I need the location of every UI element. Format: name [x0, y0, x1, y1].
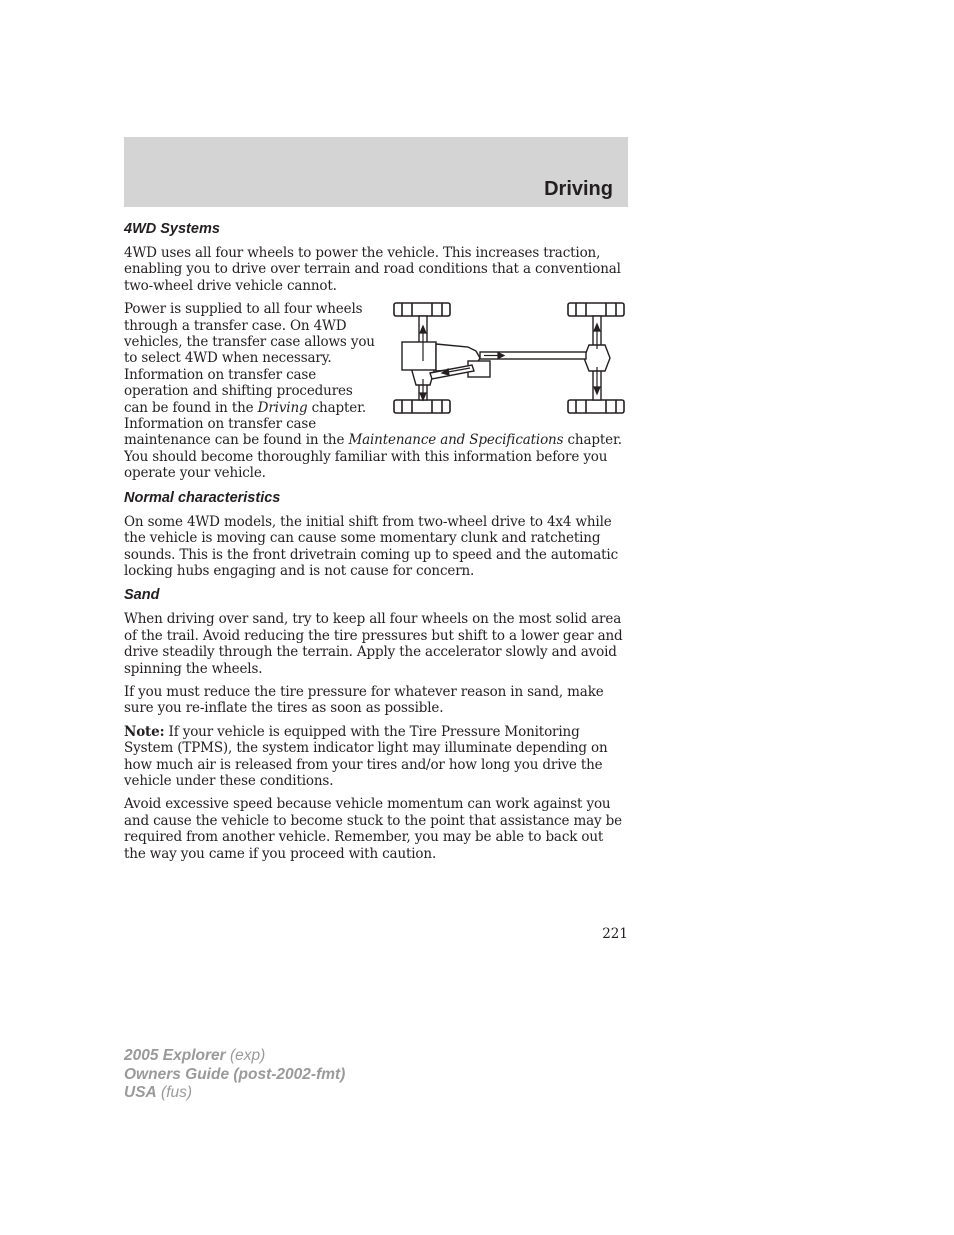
paragraph-sand-2: If you must reduce the tire pressure for whatever reason in sand, make sure you re-inflate the tires as soon as possible. [124, 683, 604, 717]
section-heading-normal-characteristics: Normal characteristics [124, 489, 281, 506]
paragraph-sand-1: When driving over sand, try to keep all four wheels on the most solid area of the trail. Avoid reducing the tire pressures but shift to a lower gear and drive steadily through the terrain. Apply the accelerator slowly and avoid spinning the wheels. [124, 611, 623, 677]
wheel-rear-left [394, 400, 450, 413]
wheel-front-left [394, 303, 450, 316]
paragraph-note: Note: If your vehicle is equipped with the Tire Pressure Monitoring System (TPMS), the system indicator light may illuminate depending on how much air is released from your tires and/or how long you drive the vehicle under these conditions. [124, 723, 608, 789]
paragraph-sand-4: Avoid excessive speed because vehicle momentum can work against you and cause the vehicle to become stuck to the point that assistance may be required from another vehicle. Remember, you may be able to back out the way you came if you proceed with caution. [124, 796, 622, 862]
paragraph-transfer-case: Power is supplied to all four wheels through a transfer case. On 4WD vehicles, the transfer case allows you to select 4WD when necessary. Information on transfer case operation and shifting procedures can be found in the Driving chapter. Information on transfer case maintenance can be found in the Maintenance and Specifications chapter. You should become thoroughly familiar with this information before you operate your vehicle. [124, 301, 622, 482]
drivetrain-diagram [388, 301, 628, 423]
section-heading-sand: Sand [124, 587, 160, 604]
chapter-title: Driving [544, 178, 613, 200]
footer-line-2: Owners Guide (post-2002-fmt) [124, 1065, 346, 1083]
page-content [124, 220, 628, 869]
wheel-rear-right [568, 400, 624, 413]
document-footer [124, 1047, 345, 1103]
paragraph-4wd-intro: 4WD uses all four wheels to power the vehicle. This increases traction, enabling you to drive over terrain and road conditions that a conventional two-wheel drive vehicle cannot. [124, 245, 621, 294]
paragraph-normal-characteristics: On some 4WD models, the initial shift from two-wheel drive to 4x4 while the vehicle is moving can cause some momentary clunk and ratcheting sounds. This is the front drivetrain coming up to speed and the automatic locking hubs engaging and is not cause for concern. [124, 513, 618, 579]
footer-line-1: 2005 Explorer (exp) [124, 1047, 266, 1064]
chapter-header-band [124, 137, 628, 207]
footer-line-3: USA (fus) [124, 1084, 193, 1101]
page-number: 221 [602, 926, 628, 942]
wheel-front-right [568, 303, 624, 316]
note-label: Note: [124, 723, 165, 740]
section-heading-4wd-systems: 4WD Systems [124, 221, 220, 237]
